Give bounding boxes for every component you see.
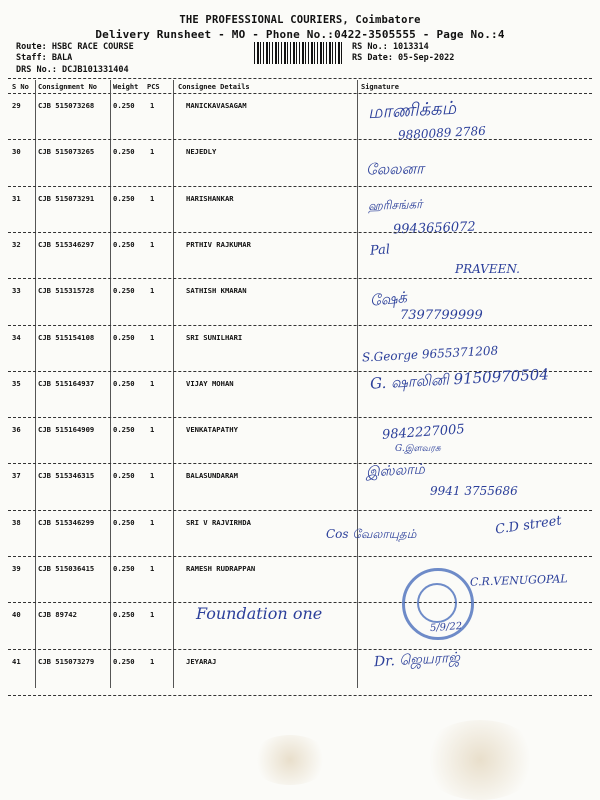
row-divider (8, 139, 592, 140)
row-sno: 29 (12, 101, 21, 110)
paper-stain (250, 735, 330, 785)
row-pcs: 1 (150, 286, 155, 296)
row-divider (8, 186, 592, 187)
row-consignment-no: CJB 515073265 (38, 147, 95, 157)
runsheet-subtitle: Delivery Runsheet - MO - Phone No.:0422-3505555 - Page No.:4 (95, 28, 505, 41)
row-signature: C.R.VENUGOPAL (469, 572, 568, 589)
row-sno: 31 (12, 193, 21, 203)
row-signature: 9842227005 (381, 422, 466, 443)
row-signature: மாணிக்கம் (367, 97, 457, 124)
row-weight: 0.250 (113, 564, 135, 573)
row-divider (8, 417, 592, 418)
row-pcs: 1 (150, 378, 155, 388)
paper-stain (420, 720, 540, 800)
row-consignment-no: CJB 515164937 (38, 378, 95, 388)
row-consignee: SRI SUNILHARI (186, 332, 243, 342)
row-divider (8, 649, 592, 650)
row-weight: 0.250 (113, 101, 135, 110)
drs-number: DRS No.: DCJB101331404 (16, 65, 129, 75)
row-consignment-no: CJB 515164909 (38, 425, 95, 435)
column-divider (357, 80, 358, 688)
row-consignee: BALASUNDARAM (186, 471, 238, 481)
column-divider (110, 80, 111, 688)
row-pcs: 1 (150, 517, 155, 527)
row-sno: 32 (12, 239, 21, 249)
barcode (254, 42, 344, 64)
row-sno: 30 (12, 147, 21, 157)
row-weight: 0.250 (113, 239, 135, 249)
row-pcs: 1 (150, 147, 155, 157)
row-weight: 0.250 (113, 517, 135, 527)
col-signature: Signature (361, 83, 399, 91)
column-divider (173, 80, 174, 688)
row-consignee: HARISHANKAR (186, 193, 234, 203)
row-consignee: PRTHIV RAJKUMAR (186, 239, 251, 249)
row-divider (8, 463, 592, 464)
col-consignee: Consignee Details (178, 83, 250, 91)
staff-label: Staff: BALA (16, 53, 73, 63)
col-weight: Weight (113, 83, 139, 91)
row-signature-extra: G.இளவரசு (395, 444, 441, 454)
row-pcs: 1 (150, 101, 155, 110)
row-consignment-no: CJB 515036415 (38, 564, 95, 573)
row-weight: 0.250 (113, 471, 135, 481)
row-pcs: 1 (150, 610, 155, 620)
row-consignment-no: CJB 515073279 (38, 656, 95, 666)
row-consignment-no: CJB 515346297 (38, 239, 95, 249)
row-consignee: SRI V RAJVIRHDA (186, 517, 251, 527)
company-title: THE PROFESSIONAL COURIERS, Coimbatore (179, 14, 421, 26)
row-pcs: 1 (150, 193, 155, 203)
row-signature-extra: 9941 3755686 (430, 484, 518, 498)
row-pcs: 1 (150, 471, 155, 481)
row-signature: இஸ்லாம் (365, 461, 426, 481)
row-signature: லேலனா (365, 159, 425, 179)
row-signature-extra: 7397799999 (400, 308, 483, 323)
row-signature: ஷேக் (369, 288, 408, 310)
row-sno: 34 (12, 332, 21, 342)
row-consignee: NEJEDLY (186, 147, 217, 157)
col-consignment: Consignment No (38, 83, 98, 91)
row-consignee: VENKATAPATHY (186, 425, 238, 435)
row-divider (8, 556, 592, 557)
row-signature: ஹரிசங்கர் (367, 197, 423, 213)
row-weight: 0.250 (113, 610, 135, 620)
row-sno: 35 (12, 378, 21, 388)
col-sno: S No (12, 83, 29, 91)
row-consignment-no: CJB 515073291 (38, 193, 95, 203)
courier-stamp (402, 568, 474, 640)
row-signature-extra: PRAVEEN. (455, 262, 520, 276)
row-weight: 0.250 (113, 193, 135, 203)
row-signature-extra: 5/9/22 (429, 620, 463, 635)
row-signature: Foundation one (196, 604, 323, 623)
row-sno: 38 (12, 517, 21, 527)
row-signature: G. ஷாலினி 9150970504 (369, 365, 550, 393)
row-divider (8, 278, 592, 279)
row-weight: 0.250 (113, 286, 135, 296)
row-consignee: VIJAY MOHAN (186, 378, 234, 388)
column-divider (35, 80, 36, 688)
row-sno: 41 (12, 656, 21, 666)
row-consignment-no: CJB 515154108 (38, 332, 95, 342)
row-consignee: SATHISH KMARAN (186, 286, 247, 296)
row-signature-extra: 9880089 2786 (397, 123, 487, 143)
row-divider (8, 695, 592, 696)
col-pcs: PCS (147, 83, 160, 91)
row-signature-extra: C.D street (494, 513, 563, 538)
row-weight: 0.250 (113, 656, 135, 666)
row-weight: 0.250 (113, 147, 135, 157)
row-consignment-no: CJB 515315728 (38, 286, 95, 296)
row-consignment-no: CJB 89742 (38, 610, 77, 620)
header-top-divider (8, 78, 592, 79)
row-pcs: 1 (150, 656, 155, 666)
row-sno: 40 (12, 610, 21, 620)
row-consignee: MANICKAVASAGAM (186, 101, 247, 110)
row-weight: 0.250 (113, 332, 135, 342)
header-bottom-divider (8, 93, 592, 94)
row-divider (8, 325, 592, 326)
row-consignment-no: CJB 515346315 (38, 471, 95, 481)
rs-number: RS No.: 1013314 (352, 42, 429, 52)
row-sno: 39 (12, 564, 21, 573)
row-consignment-no: CJB 515346299 (38, 517, 95, 527)
route-label: Route: HSBC RACE COURSE (16, 42, 134, 52)
row-consignment-no: CJB 515073268 (38, 101, 95, 110)
row-weight: 0.250 (113, 425, 135, 435)
row-pcs: 1 (150, 564, 155, 573)
row-consignee: JEYARAJ (186, 656, 217, 666)
row-signature: Dr. ஜெயராஜ் (373, 649, 461, 671)
row-divider (8, 510, 592, 511)
row-pcs: 1 (150, 239, 155, 249)
row-divider (8, 232, 592, 233)
row-signature-extra: 9943656072 (392, 219, 476, 238)
row-sno: 37 (12, 471, 21, 481)
row-sno: 36 (12, 425, 21, 435)
row-pcs: 1 (150, 425, 155, 435)
row-pcs: 1 (150, 332, 155, 342)
row-signature: Pal (369, 242, 391, 259)
rs-date: RS Date: 05-Sep-2022 (352, 53, 455, 63)
row-sno: 33 (12, 286, 21, 296)
row-weight: 0.250 (113, 378, 135, 388)
row-signature: Cos வேலாயுதம் (326, 527, 417, 541)
row-consignee: RAMESH RUDRAPPAN (186, 564, 256, 573)
row-signature: S.George 9655371208 (361, 343, 499, 365)
